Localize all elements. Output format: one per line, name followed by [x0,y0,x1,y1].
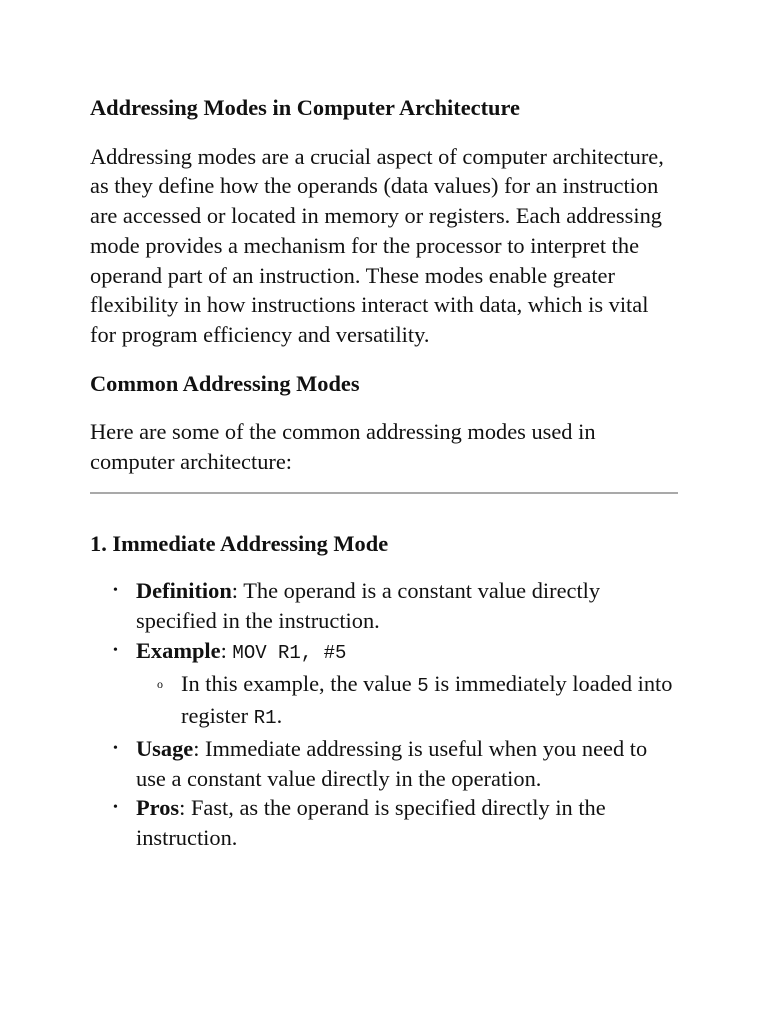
bullet-icon: • [113,642,118,658]
item-text: The operand is a constant value directly specified in the instruction. [136,578,601,634]
list-item-definition [113,576,680,635]
item-text: Fast, as the operand is specified directly in the instruction. [136,795,606,851]
section-divider [90,492,678,494]
list-item-pros [113,793,680,852]
inline-code-register: R1 [253,707,277,730]
item-separator: : [179,795,191,821]
item-separator: : [231,578,244,604]
list-item-usage [113,734,680,793]
sub-list-item [157,669,680,734]
bullet-icon: • [113,583,118,599]
example-sub-list [136,669,680,734]
bullet-icon: • [113,740,118,756]
sub-item-text: . [276,703,283,729]
common-modes-heading: Common Addressing Modes [90,370,360,396]
document-page [90,93,680,853]
immediate-mode-heading: 1. Immediate Addressing Mode [90,530,389,556]
item-label: Definition [136,578,232,604]
sub-item-text: is immediately loaded into register [181,670,673,729]
intro-paragraph: Addressing modes are a crucial aspect of computer architecture, as they define how the operands (data values) for an instruction are accessed or located in memory or registers. Each addressing mode provides a mechanism for the processor to interpret the operand part of an instruction. These modes enable greater flexibility in how instructions interact with data, which is vital for program efficiency and versatility. [90,143,664,347]
bullet-icon: • [113,800,118,816]
sub-item-text: In this example, the value [181,670,418,696]
item-label: Example [136,637,221,663]
item-text: Immediate addressing is useful when you need to use a constant value directly in the operation. [136,735,648,791]
common-modes-lead: Here are some of the common addressing modes used in computer architecture: [90,419,596,475]
example-code: MOV R1, #5 [232,641,347,664]
circle-bullet-icon: o [157,676,163,691]
item-separator: : [193,735,206,761]
immediate-mode-details-list [90,576,680,852]
list-item-example [113,636,680,734]
item-separator: : [220,637,233,663]
document-title: Addressing Modes in Computer Architecture [90,95,520,120]
item-label: Pros [136,795,180,821]
item-label: Usage [136,735,194,761]
inline-code-value: 5 [417,674,429,697]
